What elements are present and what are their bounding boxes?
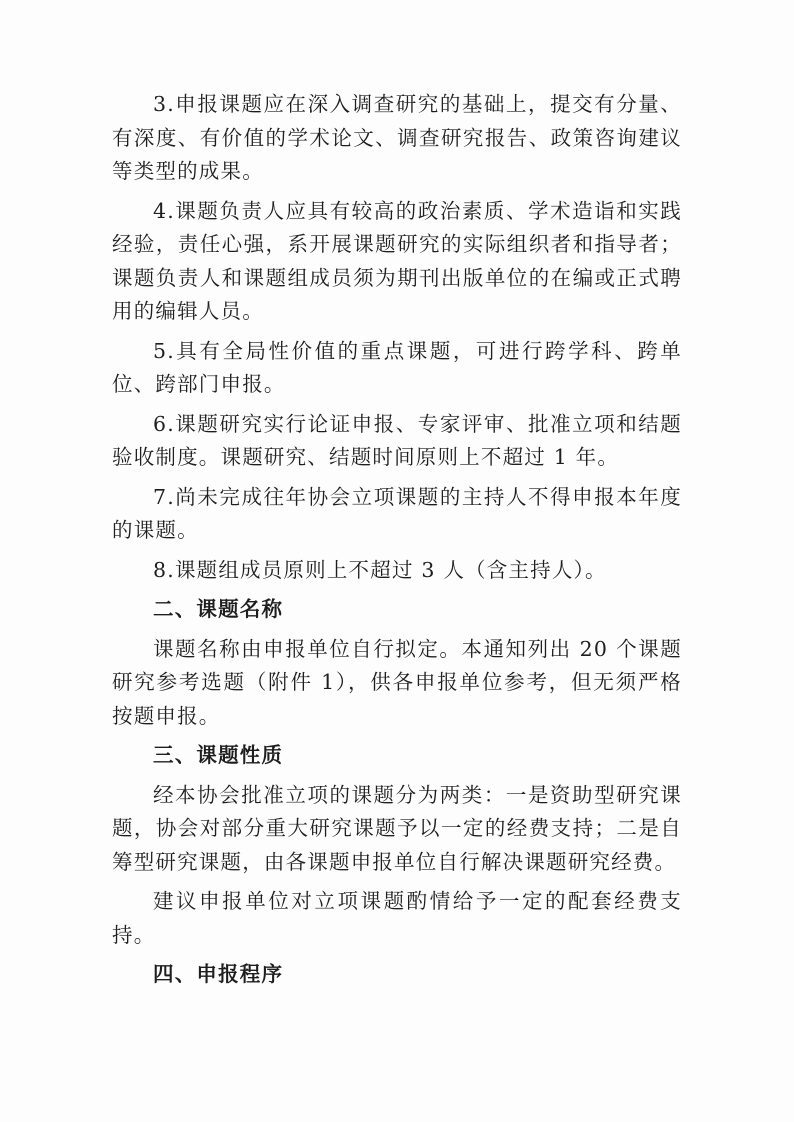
paragraph-item-7: 7.尚未完成往年协会立项课题的主持人不得申报本年度的课题。 <box>112 484 682 542</box>
paragraph-item-6: 6.课题研究实行论证申报、专家评审、批准立项和结题验收制度。课题研究、结题时间原则上不超过 1 年。 <box>112 411 682 469</box>
paragraph-funding-suggestion: 建议申报单位对立项课题酌情给予一定的配套经费支持。 <box>112 889 682 947</box>
paragraph-item-3: 3.申报课题应在深入调查研究的基础上，提交有分量、有深度、有价值的学术论文、调查研究报告、政策咨询建议等类型的成果。 <box>112 92 682 183</box>
section-heading-application-procedure: 四、申报程序 <box>153 962 284 986</box>
document-body <box>112 88 682 998</box>
paragraph-topic-nature: 经本协会批准立项的课题分为两类：一是资助型研究课题，协会对部分重大研究课题予以一定的经费支持；二是自筹型研究课题，由各课题申报单位自行解决课题研究经费。 <box>112 782 682 874</box>
paragraph-item-8: 8.课题组成员原则上不超过 3 人（含主持人）。 <box>153 557 607 582</box>
section-heading-topic-nature: 三、课题性质 <box>153 743 284 767</box>
paragraph-topic-name: 课题名称由申报单位自行拟定。本通知列出 20 个课题研究参考选题（附件 1），供各申报单位参考，但无须严格按题申报。 <box>112 636 682 728</box>
paragraph-item-5: 5.具有全局性价值的重点课题，可进行跨学科、跨单位、跨部门申报。 <box>112 338 682 396</box>
paragraph-item-4: 4.课题负责人应具有较高的政治素质、学术造诣和实践经验，责任心强，系开展课题研究的实际组织者和指导者；课题负责人和课题组成员须为期刊出版单位的在编或正式聘用的编辑人员。 <box>112 198 682 323</box>
section-heading-topic-name: 二、课题名称 <box>153 597 284 621</box>
